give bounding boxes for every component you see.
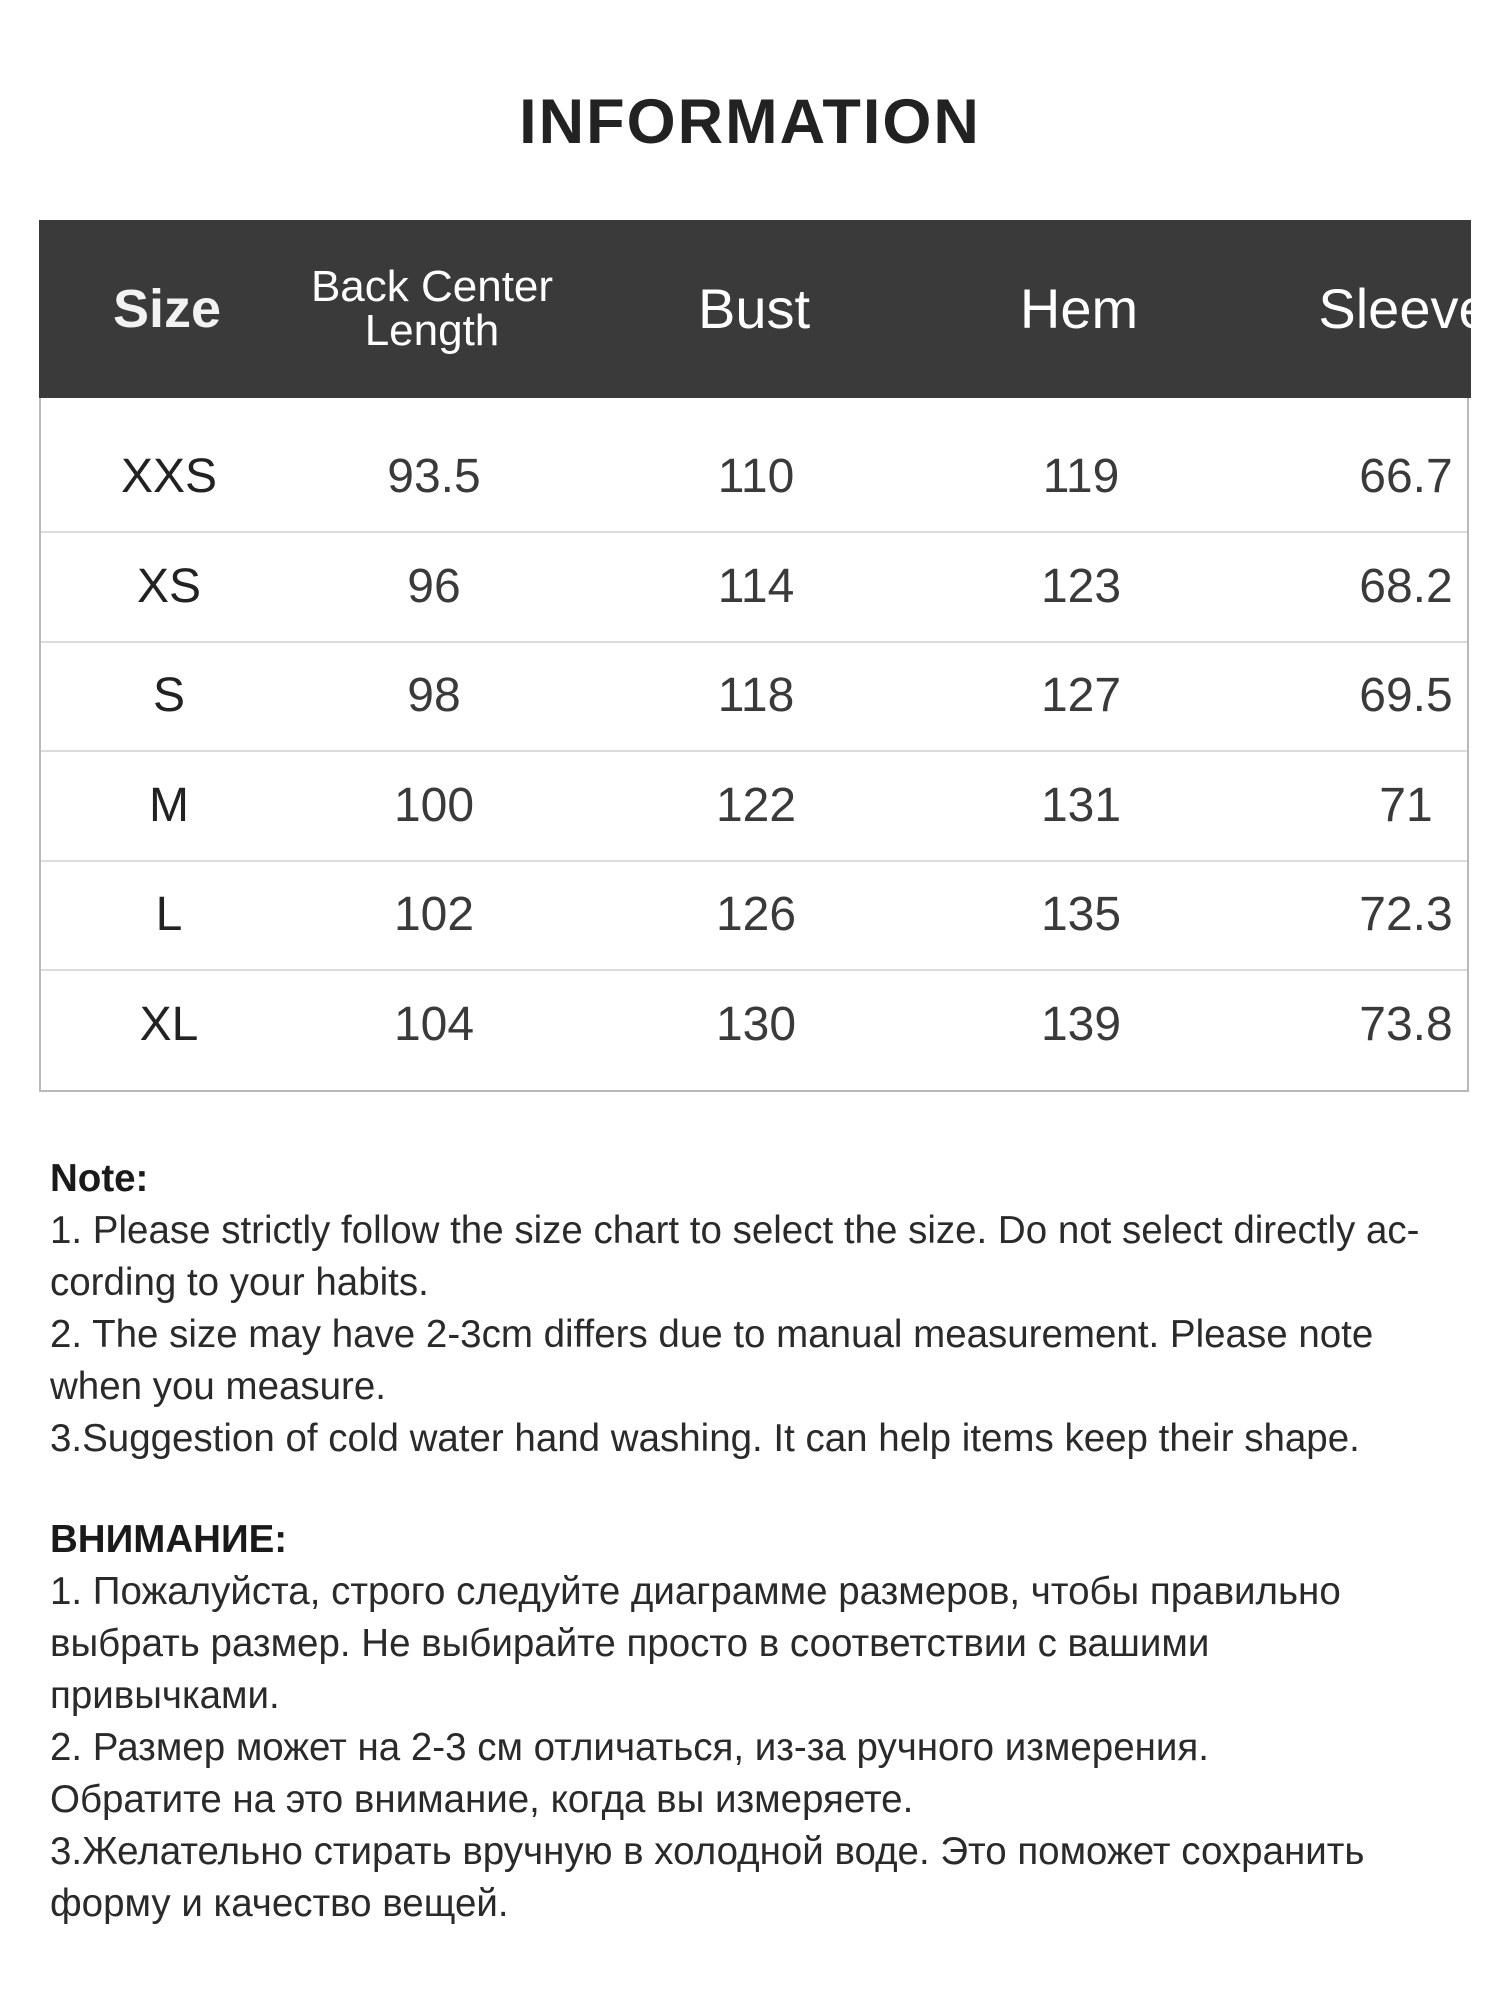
table-row [41,968,1467,1081]
table-row [41,639,1467,752]
cell-back-center-length: 98 [407,669,461,722]
size-chart-table [39,220,1490,1092]
cell-back-center-length: 102 [393,888,475,941]
cell-hem: 127 [1040,669,1122,722]
note-english-line: 2. The size may have 2-3cm differs due to manual measurement. Please note [50,1313,1374,1356]
cell-sleeve: 73.8 [1359,998,1453,1051]
note-russian-line: форму и качество вещей. [50,1882,509,1925]
table-row [41,858,1467,971]
cell-bust: 122 [715,779,797,832]
cell-hem: 123 [1040,560,1122,613]
note-russian-line: 1. Пожалуйста, строго следуйте диаграмме размеров, чтобы правильно [50,1570,1341,1613]
note-english-line: 3.Suggestion of cold water hand washing. It can help items keep their shape. [50,1417,1360,1460]
page-title: INFORMATION [519,87,981,157]
header-bust: Bust [697,277,811,340]
note-russian-line: привычками. [50,1674,280,1717]
note-russian-line: Обратите на это внимание, когда вы измеряете. [50,1778,914,1821]
cell-hem: 131 [1040,779,1122,832]
table-row [41,420,1467,533]
note-russian [50,1514,1470,1930]
cell-bust: 130 [715,998,797,1051]
note-english-line: when you measure. [50,1365,386,1408]
cell-back-center-length: 96 [407,560,461,613]
cell-back-center-length: 93.5 [387,450,481,503]
header-sleeve: Sleeve [1318,277,1490,340]
table-header [39,220,1490,398]
cell-hem: 135 [1040,888,1122,941]
cell-sleeve: 69.5 [1359,669,1453,722]
note-english [50,1153,1470,1465]
note-russian-line: выбрать размер. Не выбирайте просто в соответствии с вашими [50,1622,1210,1665]
note-english-line: cording to your habits. [50,1261,429,1304]
cell-size: XXS [120,450,218,503]
cell-hem: 119 [1042,450,1120,503]
header-size: Size [112,279,222,339]
cell-sleeve: 66.7 [1359,450,1453,503]
cell-back-center-length: 100 [393,779,475,832]
header-back-center-length [287,220,577,398]
note-russian-heading: ВНИМАНИЕ: [50,1518,288,1561]
cell-sleeve: 68.2 [1359,560,1453,613]
cell-bust: 126 [715,888,797,941]
cell-size: L [155,888,183,941]
table-row [41,530,1467,643]
note-english-heading: Note: [50,1157,149,1200]
cell-size: XL [139,998,199,1051]
cell-hem: 139 [1040,998,1122,1051]
cell-back-center-length: 104 [393,998,475,1051]
note-russian-line: 3.Желательно стирать вручную в холодной воде. Это поможет сохранить [50,1830,1365,1873]
note-russian-line: 2. Размер может на 2-3 см отличаться, из-за ручного измерения. [50,1726,1209,1769]
cell-bust: 110 [717,450,795,503]
note-english-line: 1. Please strictly follow the size chart to select the size. Do not select directly ac- [50,1209,1420,1252]
cell-sleeve: 71 [1379,779,1433,832]
cell-size: S [152,669,185,722]
table-row [41,749,1467,862]
cell-size: M [149,779,189,832]
cell-sleeve: 72.3 [1359,888,1453,941]
cell-bust: 114 [717,560,795,613]
header-back-center-length-line1: Back Center [310,262,554,311]
header-back-center-length-line2: Length [364,306,500,355]
header-hem: Hem [1019,277,1139,340]
cell-bust: 118 [717,669,795,722]
cell-size: XS [136,560,202,613]
